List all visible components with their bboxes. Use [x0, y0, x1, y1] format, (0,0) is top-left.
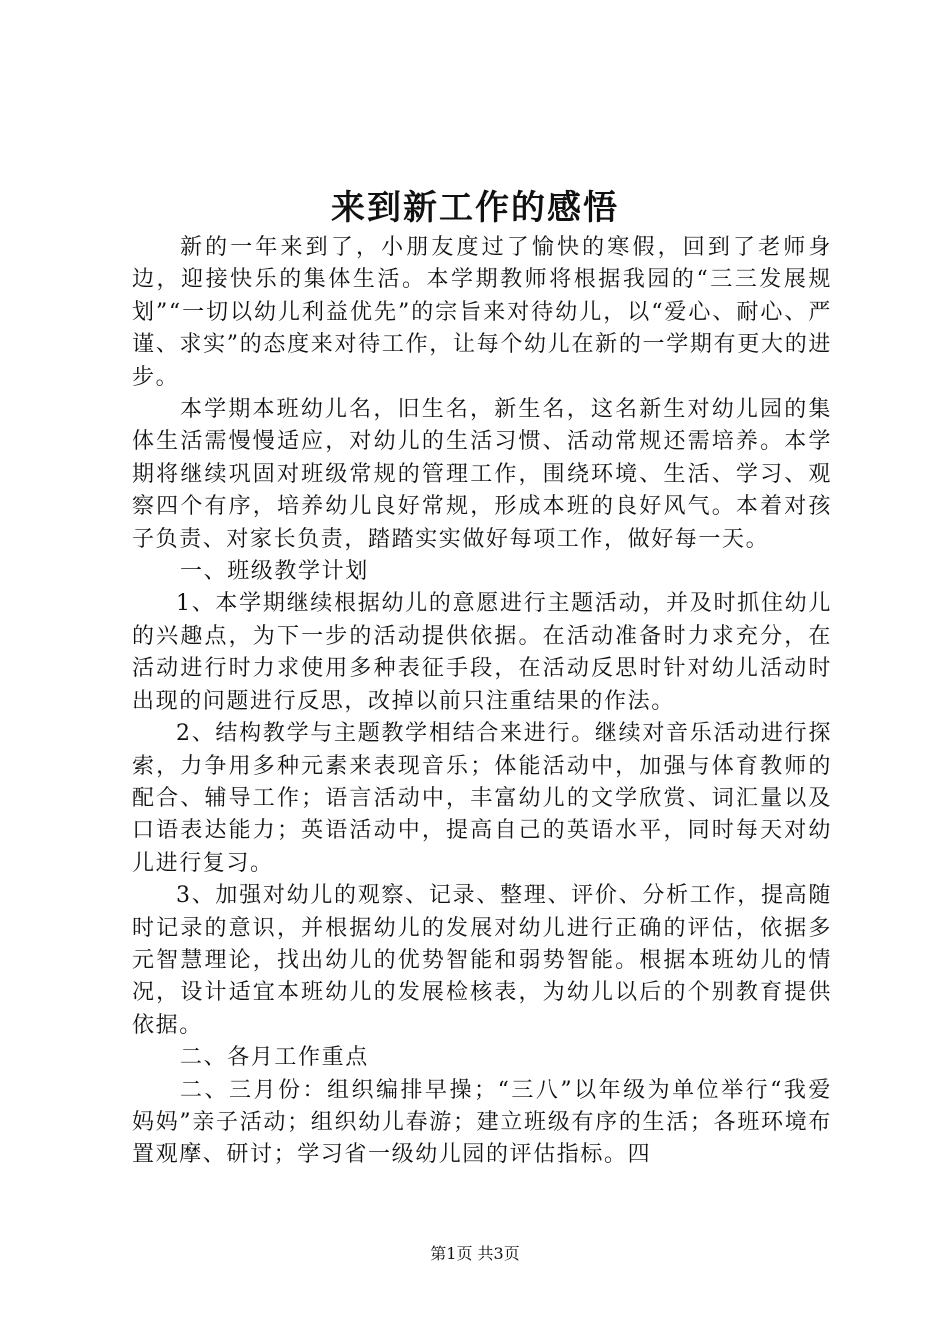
paragraph-plan-item-1: 1、本学期继续根据幼儿的意愿进行主题活动，并及时抓住幼儿的兴趣点，为下一步的活动提供依据。在活动准备时力求充分，在活动进行时力求使用多种表征手段，在活动反思时针对幼儿活动时出现的问题进行反思，改掉以前只注重结果的作法。	[132, 591, 832, 714]
section-heading-teaching-plan: 一、班级教学计划	[180, 559, 369, 585]
paragraph-plan-item-3: 3、加强对幼儿的观察、记录、整理、评价、分析工作，提高随时记录的意识，并根据幼儿的发展对幼儿进行正确的评估，依据多元智慧理论，找出幼儿的优势智能和弱势智能。根据本班幼儿的情况，设计适宜本班幼儿的发展检核表，为幼儿以后的个别教育提供依据。	[132, 883, 832, 1038]
paragraph-intro: 新的一年来到了，小朋友度过了愉快的寒假，回到了老师身边，迎接快乐的集体生活。本学期教师将根据我园的“三三发展规划”“一切以幼儿利益优先”的宗旨来对待幼儿，以“爱心、耐心、严谨、求实”的态度来对待工作，让每个幼儿在新的一学期有更大的进步。	[132, 235, 832, 390]
document-title: 来到新工作的感悟	[331, 188, 619, 228]
section-heading-monthly-focus: 二、各月工作重点	[180, 1045, 369, 1071]
paragraph-plan-item-2: 2、结构教学与主题教学相结合来进行。继续对音乐活动进行探索，力争用多种元素来表现音乐；体能活动中，加强与体育教师的配合、辅导工作；语言活动中，丰富幼儿的文学欣赏、词汇量以及口语表达能力；英语活动中，提高自己的英语水平，同时每天对幼儿进行复习。	[132, 721, 832, 876]
page-footer: 第1页 共3页	[430, 1244, 520, 1263]
paragraph-class-overview: 本学期本班幼儿名，旧生名，新生名，这名新生对幼儿园的集体生活需慢慢适应，对幼儿的生活习惯、活动常规还需培养。本学期将继续巩固对班级常规的管理工作，围绕环境、生活、学习、观察四个有序，培养幼儿良好常规，形成本班的良好风气。本着对孩子负责、对家长负责，踏踏实实做好每项工作，做好每一天。	[132, 397, 832, 552]
document-body	[132, 232, 832, 1172]
paragraph-monthly-focus: 二、三月份：组织编排早操；“三八”以年级为单位举行“我爱妈妈”亲子活动；组织幼儿春游；建立班级有序的生活；各班环境布置观摩、研讨；学习省一级幼儿园的评估指标。四	[132, 1077, 832, 1168]
